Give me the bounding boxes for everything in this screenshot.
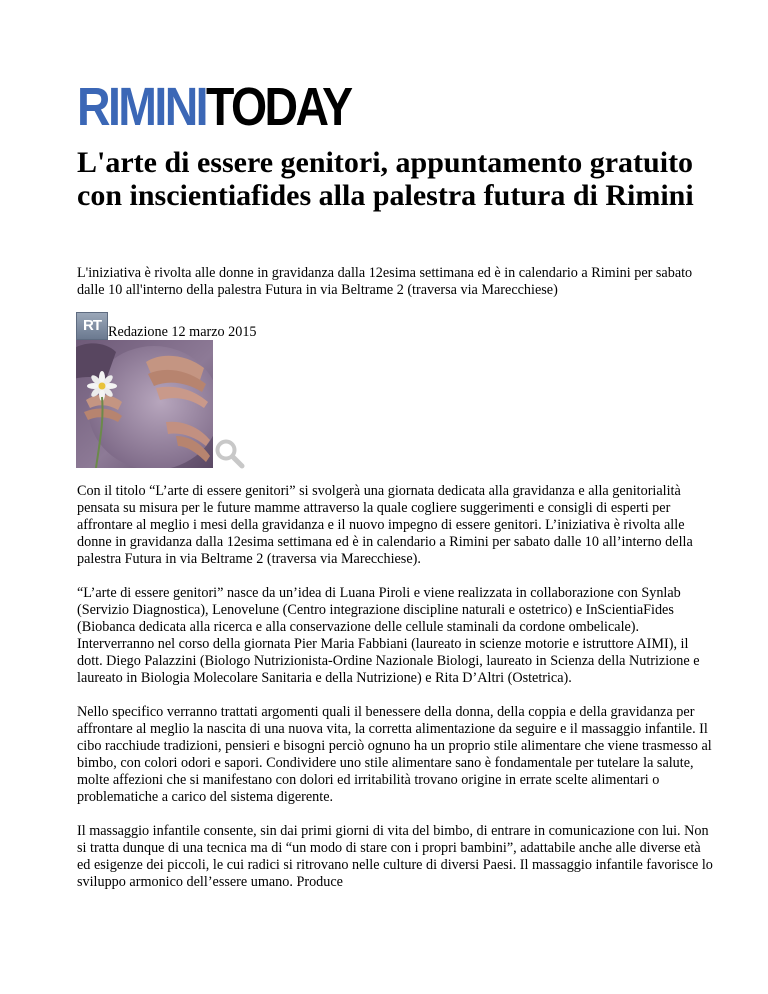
paragraph: Con il titolo “L’arte di essere genitori” si svolgerà una giornata dedicata alla gravidanza e alla genitorialità pensata su misura per le future mamme attraverso la quale cogliere suggerimenti e consigli di esperti per affrontare al meglio i mesi della gravidanza e il nuovo impegno di essere genitori. L’iniziativa è rivolta alle donne in gravidanza dalla 12esima settimana ed è in calendario a Rimini per sabato dalle 10 all’interno della palestra Futura in via Beltrame 2 (traversa via Marecchiese).	[77, 483, 693, 567]
logo-today: TODAY	[206, 77, 351, 137]
magnifier-icon[interactable]	[213, 437, 245, 469]
article-body	[77, 483, 717, 908]
paragraph: Nello specifico verranno trattati argomenti quali il benessere della donna, della coppia e della gravidanza per affrontare al meglio la nascita di una nuova vita, la corretta alimentazione da seguire e il massaggio infantile. Il cibo racchiude tradizioni, pensieri e bisogni perciò ognuno ha un proprio stile alimentare che viene trasmesso al bimbo, con colori odori e sapori. Condividere uno stile alimentare sano è fondamentale per tutelare la salute, molte affezioni che si manifestano con dolori ed irritabilità trovano origine in errate scelte alimentari o problematiche a carico del sistema digerente.	[77, 704, 712, 805]
article-title: L'arte di essere genitori, appuntamento gratuito con inscientiafides alla palestra futura di Rimini	[77, 146, 694, 212]
logo-rimini: RIMINI	[77, 77, 206, 137]
author-avatar: RT	[76, 312, 108, 340]
pregnant-belly-photo[interactable]	[76, 340, 213, 468]
site-logo[interactable]	[77, 77, 351, 137]
paragraph: Il massaggio infantile consente, sin dai primi giorni di vita del bimbo, di entrare in comunicazione con lui. Non si tratta dunque di una tecnica ma di “un modo di stare con i propri bambini”, adattabile anche alle diverse età ed esigenze dei piccoli, le cui radici si ritrovano nelle culture di diversi Paesi. Il massaggio infantile favorisce lo sviluppo armonico dell’essere umano. Produce	[77, 823, 713, 890]
article-subtitle: L'iniziativa è rivolta alle donne in gravidanza dalla 12esima settimana ed è in calendario a Rimini per sabato dalle 10 all'interno della palestra Futura in via Beltrame 2 (traversa via Marecchiese)	[77, 265, 693, 298]
byline: Redazione 12 marzo 2015	[108, 324, 257, 340]
paragraph: “L’arte di essere genitori” nasce da un’idea di Luana Piroli e viene realizzata in collaborazione con Synlab (Servizio Diagnostica), Lenovelune (Centro integrazione discipline naturali e ostetrico) e InScientiaFides (Biobanca dedicata alla ricerca e alla conservazione delle cellule staminali da cordone ombelicale). Interverranno nel corso della giornata Pier Maria Fabbiani (laureato in scienze motorie e istruttore AIMI), il dott. Diego Palazzini (Biologo Nutrizionista-Ordine Nazionale Biologi, laureato in Scienza della Nutrizione e laureato in Biologia Molecolare Sanitaria e della Nutrizione) e Rita D’Altri (Ostetrica).	[77, 585, 700, 686]
